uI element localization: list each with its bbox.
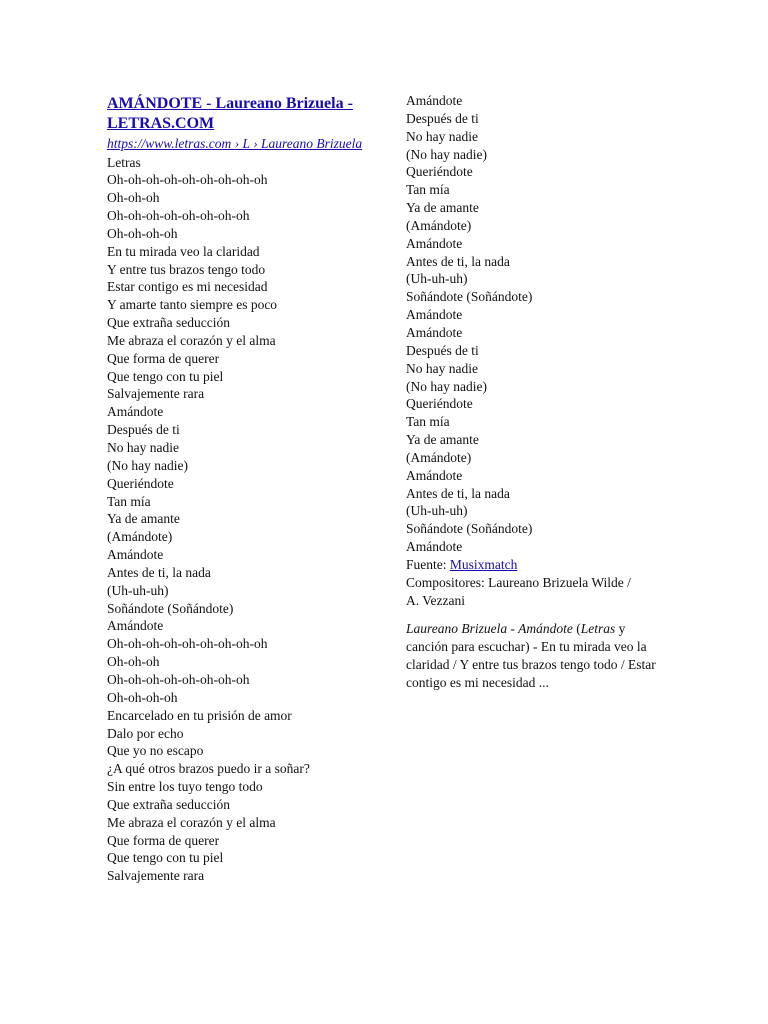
lyric-line: Antes de ti, la nada (406, 253, 510, 269)
lyric-line: Queriéndote (406, 164, 473, 180)
lyric-line: Dalo por echo (107, 725, 184, 741)
source-line (406, 556, 668, 574)
lyric-line: Ya de amante (406, 200, 479, 216)
lyric-line: Oh-oh-oh-oh (107, 689, 178, 705)
lyrics-list-right (406, 92, 668, 556)
lyric-line: Letras (107, 154, 141, 170)
source-link[interactable]: Musixmatch (449, 556, 518, 572)
lyric-line: Soñándote (Soñándote) (107, 600, 234, 616)
lyric-line: Después de ti (406, 342, 479, 358)
lyric-line: Después de ti (107, 422, 180, 438)
lyric-line: Y entre tus brazos tengo todo (107, 261, 266, 277)
search-snippet (406, 620, 668, 691)
right-column (406, 92, 668, 692)
lyric-line: Amándote (406, 235, 463, 251)
lyric-line: Amándote (107, 547, 164, 563)
lyric-line: Soñándote (Soñándote) (406, 521, 533, 537)
lyric-line: Ya de amante (107, 511, 180, 527)
lyric-line: Oh-oh-oh (107, 190, 160, 206)
composers-line-2: A. Vezzani (406, 592, 465, 608)
lyric-line: Me abraza el corazón y el alma (107, 332, 276, 348)
lyric-line: Estar contigo es mi necesidad (107, 279, 268, 295)
lyric-line: No hay nadie (406, 360, 478, 376)
lyric-line: Después de ti (406, 110, 479, 126)
source-label: Fuente: (406, 556, 450, 572)
lyric-line: Oh-oh-oh-oh-oh-oh-oh-oh (107, 208, 250, 224)
lyric-line: Que extraña seducción (107, 315, 230, 331)
snippet-title: Laureano Brizuela - Amándote (406, 621, 573, 637)
lyric-line: (No hay nadie) (406, 146, 487, 162)
lyric-line: Me abraza el corazón y el alma (107, 814, 276, 830)
snippet-paren: ( (572, 621, 581, 637)
lyric-line: Amándote (107, 404, 164, 420)
lyric-line: Y amarte tanto siempre es poco (107, 297, 278, 313)
lyric-line: (Uh-uh-uh) (406, 271, 468, 287)
lyric-line: Amándote (406, 324, 463, 340)
lyric-line: Que forma de querer (107, 350, 220, 366)
lyric-line: Salvajemente rara (107, 386, 205, 402)
lyric-line: Amándote (406, 467, 463, 483)
lyric-line: Que yo no escapo (107, 743, 204, 759)
lyric-line: Encarcelado en tu prisión de amor (107, 707, 292, 723)
lyric-line: (Amándote) (107, 529, 173, 545)
lyric-line: (Uh-uh-uh) (107, 582, 169, 598)
lyric-line: (No hay nadie) (107, 457, 188, 473)
result-url-link[interactable]: https://www.letras.com › L › Laureano Brizuela (107, 136, 363, 151)
lyric-line: Queriéndote (107, 475, 174, 491)
lyric-line: Ya de amante (406, 432, 479, 448)
lyric-line: No hay nadie (107, 440, 179, 455)
lyric-line: Antes de ti, la nada (107, 564, 211, 580)
lyric-line: En tu mirada veo la claridad (107, 243, 260, 259)
lyric-line: Oh-oh-oh (107, 654, 160, 670)
lyric-line: Tan mía (107, 493, 151, 509)
lyric-line: Amándote (406, 307, 463, 323)
lyric-line: (No hay nadie) (406, 378, 487, 394)
composers-line-1: Compositores: Laureano Brizuela Wilde / (406, 574, 631, 590)
lyric-line: Antes de ti, la nada (406, 485, 510, 501)
lyric-line: Tan mía (406, 414, 450, 430)
lyric-line: Que forma de querer (107, 832, 220, 848)
lyric-line: Que tengo con tu piel (107, 850, 224, 866)
lyric-line: No hay nadie (406, 128, 478, 144)
lyric-line: Que tengo con tu piel (107, 368, 224, 384)
lyric-line: Tan mía (406, 182, 450, 198)
lyric-line: Oh-oh-oh-oh-oh-oh-oh-oh-oh (107, 172, 268, 188)
lyric-line: Queriéndote (406, 396, 473, 412)
lyric-line: Soñándote (Soñándote) (406, 289, 533, 305)
lyric-line: Salvajemente rara (107, 868, 205, 884)
lyric-line: Que extraña seducción (107, 796, 230, 812)
lyric-line: Amándote (406, 539, 463, 555)
lyric-line: Amándote (107, 618, 164, 634)
lyric-line: (Uh-uh-uh) (406, 503, 468, 519)
lyric-line: ¿A qué otros brazos puedo ir a soñar? (107, 761, 310, 777)
left-column (107, 94, 377, 885)
lyric-line: Sin entre los tuyo tengo todo (107, 779, 263, 795)
lyric-line: Oh-oh-oh-oh-oh-oh-oh-oh (107, 671, 250, 687)
lyric-line: Oh-oh-oh-oh-oh-oh-oh-oh-oh (107, 636, 268, 652)
lyrics-list-left (107, 154, 377, 886)
lyric-line: Oh-oh-oh-oh (107, 225, 178, 241)
result-title-link[interactable]: AMÁNDOTE - Laureano Brizuela - LETRAS.COM (107, 95, 353, 132)
lyric-line: Amándote (406, 93, 463, 108)
snippet-letras: Letras (580, 621, 616, 637)
lyric-line: (Amándote) (406, 449, 472, 465)
snippet-text: y canción para escuchar) - En tu mirada veo la claridad / Y entre tus brazos tengo todo / Estar contigo es mi necesidad ... (406, 621, 656, 690)
lyric-line: (Amándote) (406, 217, 472, 233)
